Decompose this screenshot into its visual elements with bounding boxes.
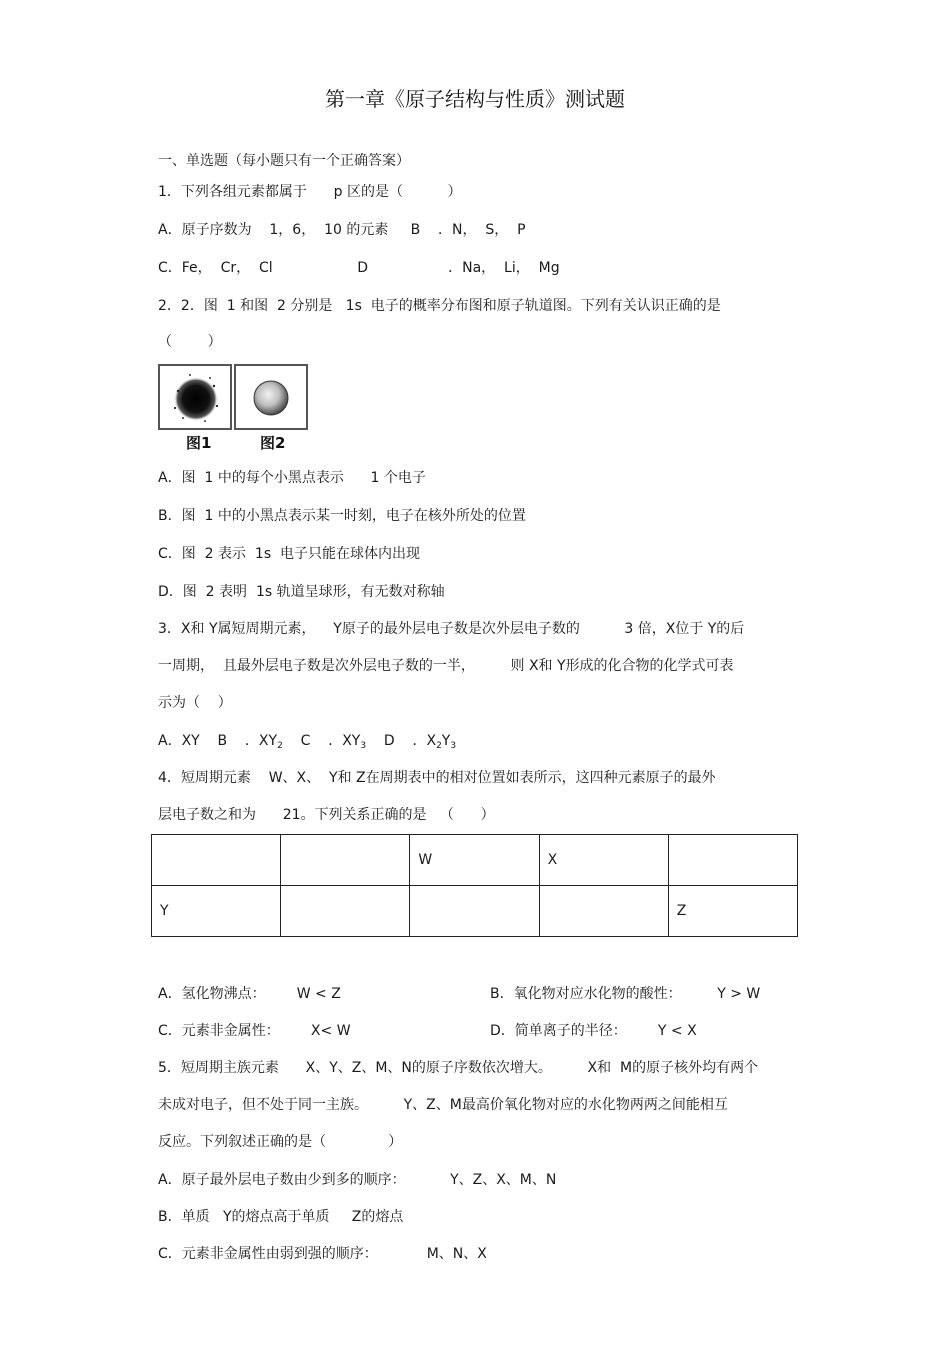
q2-paren: （ ） bbox=[158, 334, 222, 350]
q3-option-d-y: Y bbox=[441, 733, 451, 749]
q5-option-c: C．元素非金属性由弱到强的顺序： M、N、X bbox=[158, 1246, 487, 1262]
q3-option-ab: A．XY B ．XY bbox=[158, 733, 278, 749]
q1-stem: 1．下列各组元素都属于 p 区的是（ ） bbox=[158, 184, 462, 200]
sphere-icon bbox=[236, 366, 306, 428]
subscript: 3 bbox=[360, 741, 367, 751]
subscript: 2 bbox=[277, 741, 283, 751]
q3-line2: 一周期， 且最外层电子数是次外层电子数的一半， 则 X和 Y形成的化合物的化学式可表 bbox=[158, 658, 734, 674]
q2-option-b: B．图 1 中的小黑点表示某一时刻，电子在核外所处的位置 bbox=[158, 508, 526, 524]
q2-stem: 2．2．图 1 和图 2 分别是 1s 电子的概率分布图和原子轨道图。下列有关认识正确的是 bbox=[158, 298, 721, 314]
orbital-figure bbox=[158, 362, 306, 457]
q5-line3: 反应。下列叙述正确的是（ ） bbox=[158, 1134, 403, 1150]
q5-line2: 未成对电子，但不处于同一主族。 Y、Z、M最高价氧化物对应的水化物两两之间能相互 bbox=[158, 1097, 728, 1113]
sphere-orbital-image bbox=[234, 364, 308, 430]
q4-option-d: D．简单离子的半径： Y < X bbox=[490, 1023, 697, 1039]
q3-option-c: C ．XY bbox=[282, 733, 361, 749]
q2-option-d: D．图 2 表明 1s 轨道呈球形，有无数对称轴 bbox=[158, 584, 445, 600]
table-cell: Z bbox=[668, 886, 797, 937]
q4-line1: 4．短周期元素 W、X、 Y和 Z在周期表中的相对位置如表所示，这四种元素原子的最外 bbox=[158, 770, 716, 786]
subscript: 3 bbox=[450, 741, 457, 751]
table-cell: W bbox=[410, 835, 539, 886]
q4-option-a: A．氢化物沸点： W < Z bbox=[158, 986, 341, 1002]
table-cell bbox=[539, 886, 668, 937]
table-cell bbox=[668, 835, 797, 886]
q3-options bbox=[158, 732, 456, 750]
q2-option-c: C．图 2 表示 1s 电子只能在球体内出现 bbox=[158, 546, 421, 562]
q5-option-b: B．单质 Y的熔点高于单质 Z的熔点 bbox=[158, 1209, 404, 1225]
q2-option-a: A．图 1 中的每个小黑点表示 1 个电子 bbox=[158, 470, 426, 486]
table-cell bbox=[410, 886, 539, 937]
table-row bbox=[152, 835, 798, 886]
q3-line3: 示为（ ） bbox=[158, 695, 232, 711]
q1-option-ab: A．原子序数为 1，6， 10 的元素 B ．N， S， P bbox=[158, 222, 526, 238]
table-cell bbox=[152, 835, 281, 886]
q3-line1: 3．X和 Y属短周期元素， Y原子的最外层电子数是次外层电子数的 3 倍，X位于 Y的后 bbox=[158, 621, 745, 637]
electron-cloud-icon bbox=[160, 366, 230, 428]
probability-cloud-image bbox=[158, 364, 232, 430]
figure2-label: 图2 bbox=[260, 434, 286, 452]
q5-line1: 5．短周期主族元素 X、Y、Z、M、N的原子序数依次增大。 X和 M的原子核外均有两个 bbox=[158, 1060, 759, 1076]
q4-option-b: B．氧化物对应水化物的酸性： Y > W bbox=[490, 986, 761, 1002]
figure1-label: 图1 bbox=[186, 434, 212, 452]
table-cell bbox=[281, 886, 410, 937]
q1-option-cd: C．Fe， Cr， Cl D ．Na， Li， Mg bbox=[158, 260, 560, 276]
table-cell: X bbox=[539, 835, 668, 886]
table-cell: Y bbox=[152, 886, 281, 937]
table-cell bbox=[281, 835, 410, 886]
periodic-position-table bbox=[151, 834, 798, 937]
q3-option-d: D ．X bbox=[366, 733, 437, 749]
table-row bbox=[152, 886, 798, 937]
section-heading: 一、单选题（每小题只有一个正确答案） bbox=[158, 153, 410, 169]
page-title: 第一章《原子结构与性质》测试题 bbox=[325, 87, 625, 111]
q5-option-a: A．原子最外层电子数由少到多的顺序： Y、Z、X、M、N bbox=[158, 1172, 557, 1188]
q4-line2: 层电子数之和为 21。下列关系正确的是 （ ） bbox=[158, 807, 495, 823]
q4-option-c: C．元素非金属性： X< W bbox=[158, 1023, 351, 1039]
subscript: 2 bbox=[436, 741, 442, 751]
